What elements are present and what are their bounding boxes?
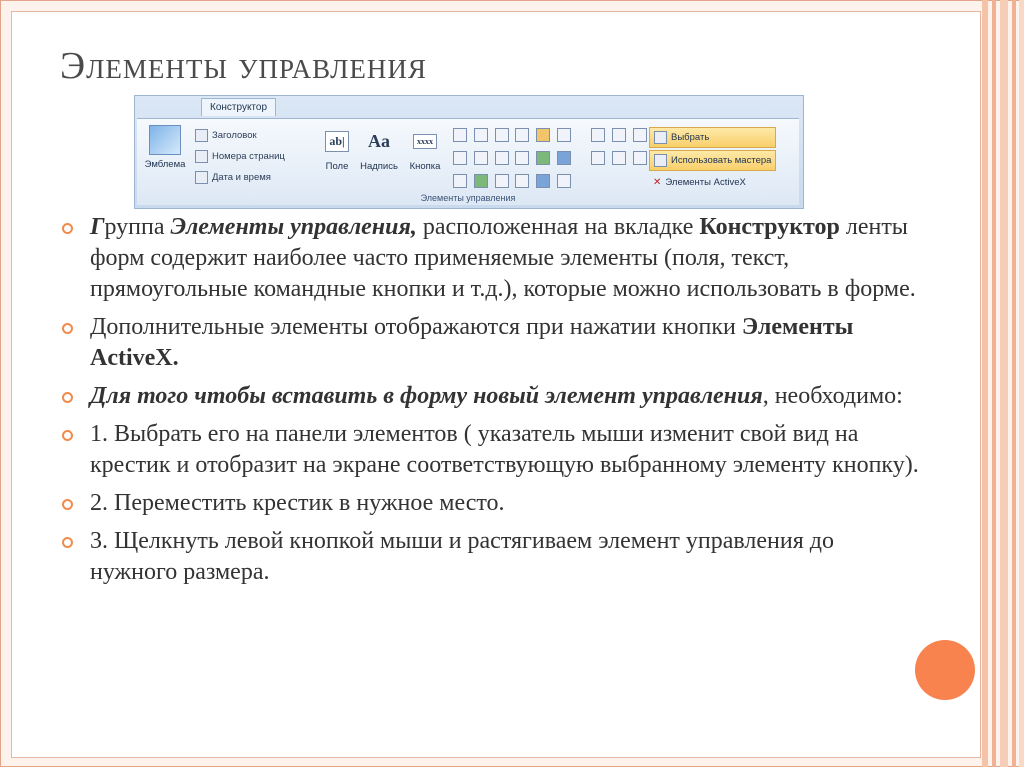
image-icon	[149, 125, 181, 155]
button-icon	[405, 127, 445, 155]
slide-title: Элементы управления	[60, 45, 427, 87]
textbox-glyph: ab|	[325, 131, 348, 152]
bullet-text: руппа	[104, 214, 171, 240]
date-time-label: Дата и время	[212, 172, 271, 183]
bullet-text: Дополнительные элементы отображаются при нажатии кнопки	[90, 314, 742, 340]
ribbon-screenshot	[134, 95, 804, 209]
page-break-icon[interactable]	[612, 128, 626, 142]
list-lines-icon[interactable]	[591, 128, 605, 142]
pointer-icon	[654, 131, 667, 144]
button-label: Кнопка	[409, 161, 441, 172]
use-wizard-label: Использовать мастера	[671, 155, 772, 166]
chart-icon[interactable]	[536, 128, 550, 142]
pen-icon[interactable]	[612, 151, 626, 165]
list-icon[interactable]	[453, 174, 467, 188]
bullet-list	[62, 212, 922, 595]
activex-label: Элементы ActiveX	[665, 177, 746, 188]
page-numbers-button[interactable]	[195, 146, 285, 167]
checkbox-icon[interactable]	[495, 151, 509, 165]
title-icon	[195, 129, 208, 142]
bullet-text: ленты форм содержит наиболее часто применяемые элементы (поля, текст, прямоугольные командные кнопки и т.д.), которые можно использовать в форме.	[90, 214, 916, 302]
decorative-stripes	[982, 0, 1024, 767]
cursor-icon[interactable]	[591, 151, 605, 165]
page-numbers-label: Номера страниц	[212, 151, 285, 162]
gallery-scroll	[589, 125, 649, 171]
select-button[interactable]	[649, 127, 776, 148]
button-tool[interactable]	[405, 127, 445, 172]
rectangle-icon[interactable]	[474, 151, 488, 165]
decorative-circle	[915, 640, 975, 700]
bold-term: Элементы управления,	[170, 214, 417, 240]
field-button[interactable]	[317, 127, 357, 172]
tab-constructor[interactable]: Конструктор	[201, 98, 276, 116]
subform-icon[interactable]	[557, 128, 571, 142]
bullet-item	[62, 212, 922, 305]
title-label: Заголовок	[212, 130, 257, 141]
logo-button[interactable]	[143, 125, 187, 170]
bullet-text: 2. Переместить крестик в нужное место.	[90, 490, 505, 516]
controls-gallery	[451, 125, 581, 194]
bullet-item	[62, 488, 922, 519]
page-numbers-icon	[195, 150, 208, 163]
bold-term: Элементы ActiveX.	[90, 314, 854, 371]
drop-letter: Г	[90, 214, 105, 240]
label-button[interactable]	[359, 127, 399, 172]
bullet-marker	[62, 323, 73, 334]
attachment-icon[interactable]	[557, 174, 571, 188]
selection-tools	[649, 127, 776, 194]
option-button-icon[interactable]	[495, 174, 509, 188]
insert-page-icon[interactable]	[515, 128, 529, 142]
bullet-text: , необходимо:	[762, 383, 903, 409]
field-label: Поле	[325, 161, 349, 172]
label-label: Надпись	[360, 161, 398, 172]
bullet-marker	[62, 223, 73, 234]
bullet-marker	[62, 430, 73, 441]
bullet-marker	[62, 537, 73, 548]
bullet-marker	[62, 392, 73, 403]
date-time-button[interactable]	[195, 167, 285, 188]
image-control-icon[interactable]	[536, 174, 550, 188]
use-wizard-button[interactable]	[649, 150, 776, 171]
bullet-text: расположенная на вкладке	[416, 214, 700, 240]
bullet-item	[62, 312, 922, 374]
activex-button[interactable]	[649, 173, 776, 192]
line-icon[interactable]	[474, 128, 488, 142]
bullet-text: 1. Выбрать его на панели элементов ( указатель мыши изменит свой вид на крестик и отобразит на экране соответствующую выбранному элементу кнопку).	[90, 421, 919, 478]
unbound-object-icon[interactable]	[536, 151, 550, 165]
navigation-icon[interactable]	[633, 128, 647, 142]
hyperlink-icon[interactable]	[495, 128, 509, 142]
select-label: Выбрать	[671, 132, 710, 143]
more-icon[interactable]	[633, 151, 647, 165]
web-browser-icon[interactable]	[557, 151, 571, 165]
label-icon: Aa	[368, 130, 390, 151]
frame-icon[interactable]	[453, 151, 467, 165]
button-glyph: xxxx	[413, 134, 437, 149]
ribbon-group	[137, 118, 799, 205]
bold-term: Конструктор	[699, 214, 840, 240]
textbox-icon	[317, 127, 357, 155]
italic-term: Для того чтобы вставить в форму новый элемент управления	[90, 383, 763, 409]
title-button[interactable]	[195, 125, 285, 146]
bullet-item	[62, 419, 922, 481]
calendar-icon	[195, 171, 208, 184]
bullet-item	[62, 526, 922, 588]
bullet-marker	[62, 499, 73, 510]
group-caption: Элементы управления	[420, 193, 516, 203]
wand-icon	[654, 154, 667, 167]
activex-icon: ✕	[653, 177, 662, 188]
bullet-text: 3. Щелкнуть левой кнопкой мыши и растягиваем элемент управления до нужного размера.	[90, 528, 834, 585]
option-group-icon[interactable]	[474, 174, 488, 188]
logo-label: Эмблема	[144, 159, 186, 170]
toggle-button-icon[interactable]	[515, 174, 529, 188]
header-items	[195, 125, 285, 188]
combobox-icon[interactable]	[515, 151, 529, 165]
tab-control-icon[interactable]	[453, 128, 467, 142]
bullet-item	[62, 381, 922, 412]
